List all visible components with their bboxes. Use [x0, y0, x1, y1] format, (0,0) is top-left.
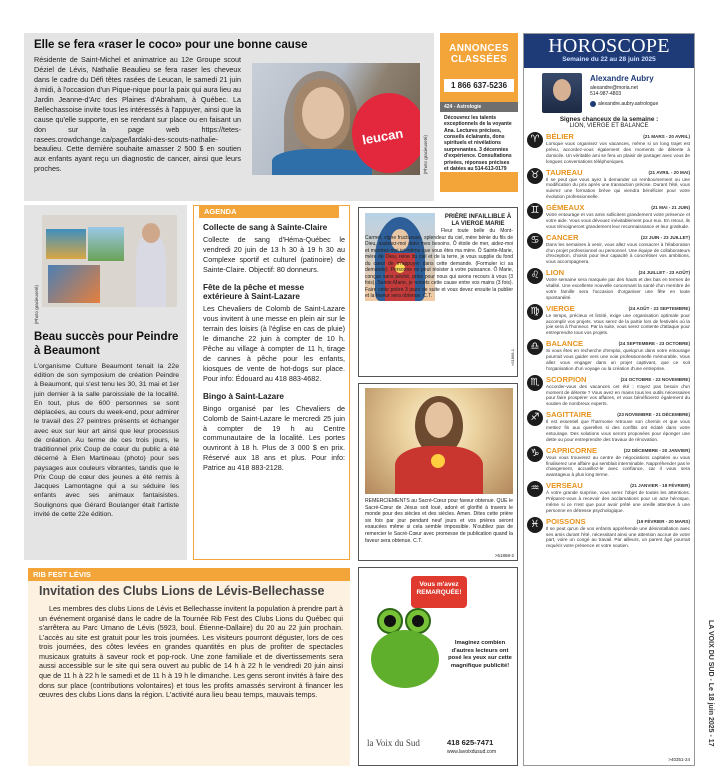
- frog-pupil-right: [412, 615, 424, 627]
- zodiac-icon: ♌: [527, 268, 543, 284]
- facebook-icon: [590, 101, 596, 107]
- sign-entry: [527, 339, 690, 372]
- agenda-item-body: Collecte de sang d'Héma-Québec le vendredi 20 juin de 13 h 30 à 19 h 30 au Complexe sportif et culturel (patinoire) de Sainte-Claire. Objectif: 80 donneurs.: [203, 234, 345, 274]
- horoscope: [523, 33, 695, 766]
- horoscope-header: [524, 34, 694, 68]
- zodiac-icon: ♏: [527, 375, 543, 391]
- agenda-item: [203, 223, 345, 275]
- sign-body: [546, 203, 690, 230]
- sign-entry: [527, 268, 690, 301]
- sign-entry: [527, 203, 690, 230]
- prayer-ref: >51868-1: [510, 348, 515, 366]
- sign-body: [546, 517, 690, 550]
- agenda-tag: AGENDA: [199, 205, 339, 218]
- lucky-title: Signes chanceux de la semaine :: [559, 116, 659, 123]
- zodiac-icon: ♋: [527, 233, 543, 249]
- sign-entry: [527, 410, 690, 443]
- sign-body: [546, 339, 690, 372]
- sign-name: SCORPION: [546, 374, 587, 384]
- ribfest-tag: RIB FEST LÉVIS: [28, 568, 350, 581]
- page-footer: LA VOIX DU SUD - Le 18 juin 2025 - 17: [707, 620, 714, 747]
- sign-text: À votre grande surprise, vous serez l'objet de toutes les attentions. Préparez-vous à recevoir des acclamations pour un acte héroïque, même si ce n'est que pour avoir prêté une oreille attentive à une personne en détresse psychologique.: [546, 490, 690, 513]
- sign-body: [546, 304, 690, 337]
- sign-body: [546, 375, 690, 408]
- photo-credit: (Photo gracieuseté): [34, 285, 39, 325]
- article-body: Les membres des clubs Lions de Lévis et Bellechasse invitent la population à prendre part à un événement organisé dans le cadre de la Tournée Rib Fest des Clubs Lions du Québec qui s'arrêtera au Parc Umano de Lévis (5923, boul. Étienne-Dallaire) du 20 au 22 juin prochain. L'accès au site est gratuit pour les trois journées. Les visiteurs pourront déguster, lors de ces trois journées, des côtes levées en grandes quantités en plus de profiter de spectacles musicaux gratuits à saveur rock et pop-rock. Une zone familiale et de divertissements sera aussi accessible sur le site qui sera ouvert au public de 14 h à 22 h le vendredi 20 juin ainsi que de 11 h à 22 h le samedi et de 11 h à 19 h le dimanche. Les gens seront invités à faire des dons sur place (contributions volontaires) et tous les profits amassés serviront à financer les œuvres des clubs Lions dans la région. L'activité aura lieu beau temps, mauvais temps.: [39, 604, 343, 700]
- avatar-face: [553, 79, 571, 101]
- sign-date: (24 SEPTEMBRE - 23 OCTOBRE): [618, 341, 690, 347]
- prayer-ref: >51868-2: [494, 553, 514, 558]
- sign-text: Il se peut que vous ayez à demander un remboursement ou une modification du prix après une transaction précise. Durant l'été, vous suivrez une formation brève qui viendra bénéficier pour votre évolution professionnelle.: [546, 176, 690, 200]
- article-title: Invitation des Clubs Lions de Lévis-Bellechasse: [39, 584, 325, 598]
- photo-credit: (Photo gracieuseté): [423, 135, 428, 175]
- face-shape: [302, 87, 344, 139]
- sign-body: [546, 233, 690, 266]
- sign-date: (24 OCTOBRE - 22 NOVEMBRE): [620, 376, 690, 382]
- prayer-vierge: [358, 207, 518, 377]
- sign-body: [546, 410, 690, 443]
- sign-name: VIERGE: [546, 303, 575, 313]
- prayer-text: REMERCIEMENTS au Sacré-Cœur pour faveur obtenue. QUE le Sacré-Cœur de Jésus soit loué, adoré et glorifié à travers le monde pour des siècles et des siècles. Amen. Dites cette prière six fois par jour pendant neuf jours et vos prières seront exaucées même si cela semble impossible. N'oubliez pas de remercier le Sacré-Cœur avec promesse de publication quand la faveur sera obtenue. C.T.: [365, 498, 513, 544]
- classified-text: Découvrez les talents exceptionnels de la voyante Ana. Lectures précises, conseils éclairants, dons spirituels et révélations surprenantes. 3 décennies d'expérience. Consultations privées, réponses précises et datées au 514-613-0179: [440, 112, 518, 172]
- agenda-item-title: Bingo à Saint-Lazare: [203, 391, 284, 401]
- ad-bubble-text: Vous m'avez REMARQUÉE!: [416, 581, 462, 596]
- article-title: Elle se fera «raser le coco» pour une bonne cause: [34, 39, 308, 51]
- sign-date: (23 NOVEMBRE - 21 DÉCEMBRE): [617, 412, 690, 418]
- horoscope-week: Semaine du 22 au 28 juin 2025: [562, 56, 656, 63]
- sign-name: POISSONS: [546, 516, 586, 526]
- classified-title: ANNONCES CLASSÉES: [449, 43, 509, 65]
- sign-date: (21 MAI - 21 JUIN): [651, 205, 690, 210]
- zodiac-icon: ♊: [527, 203, 543, 219]
- painting-2: [88, 227, 124, 261]
- ad-url[interactable]: www.lavoixdusud.com: [447, 749, 497, 755]
- prayer-title: PRIÈRE INFAILLIBLE À LA VIERGE MARIE: [444, 214, 512, 228]
- sign-name: LION: [546, 268, 565, 278]
- sign-text: Accorder-vous des vacances cet été ; n'ayez pas besoin d'un moment de détente ? Vous avez en mains tous les outils nécessaires pour faire prospérer vos affaires, et vous bénéficierez également du soutien de nombreux experts.: [546, 383, 690, 407]
- sign-entry: [527, 304, 690, 337]
- sign-entry: [527, 517, 690, 550]
- artist-head: [142, 223, 160, 243]
- classified-box: [440, 33, 518, 192]
- sign-entry: [527, 168, 690, 201]
- zodiac-icon: ♑: [527, 446, 543, 462]
- prayer-text: Fleur toute belle du Mont-Carmel, vigne fructueuse, splendeur du ciel, mère bénie du fils de Dieu, assistez-moi dans mes besoins. Ô étoile de mer, aidez-moi et montrez-moi ici-même que vous êtes ma mère. Ô Sainte-Marie, mère de Dieu, reine du ciel et de la terre, je vous supplie du fond du cœur de m'appuyer dans cette demande. (Formuler ici sa demande). Personne ne peut résister à votre puissance. Ô Marie, conçue sans péché, priez pour nous qui avons recours à vous (3 fois). Sainte-Marie, je remets cette cause entre vos mains (3 fois). Faire cette prière 3 jours de suite et vous devez ensuite la publier et la faveur sera obtenue. C.T.: [365, 228, 513, 299]
- sign-text: Votre entourage et vos amis sollicitent grandement votre présence et votre aide. Vous vous dévouez inévitablement pour eux. En retour, ils vous témoigneront grandement leur reconnaissance et leur gratitude.: [546, 212, 690, 229]
- sign-name: GÉMEAUX: [546, 203, 585, 212]
- painting-photo: [42, 215, 177, 307]
- classified-section: 424 - Astrologie: [440, 102, 518, 112]
- agenda-item: [203, 283, 345, 384]
- author-email[interactable]: alexandre@moria.net: [590, 85, 638, 91]
- zodiac-icon: ♒: [527, 481, 543, 497]
- frog: [367, 608, 447, 692]
- sign-text: Il se peut qu'un de vos enfants appréhende une désinstallation avec ses amis durant l'été, nécessitant ainsi une attention accrue de votre part, voire un congé au travail. Par ailleurs, un parent âgé pourrait requérir votre présence et votre soutien.: [546, 525, 690, 549]
- sign-name: SAGITTAIRE: [546, 410, 592, 420]
- agenda-item-title: Fête de la pêche et messe extérieure à Saint-Lazare: [203, 282, 305, 302]
- zodiac-icon: ♈: [527, 132, 543, 148]
- agenda-list: [203, 223, 345, 481]
- frog-body: [371, 630, 439, 688]
- author-phone: 514-987-4803: [590, 91, 622, 97]
- agenda-item-title: Collecte de sang à Sainte-Claire: [203, 223, 328, 232]
- jesus-face: [425, 402, 453, 438]
- article-beaumont: [24, 205, 187, 560]
- author-social[interactable]: alexandre.aubry.astrologue: [598, 101, 659, 107]
- sign-date: (24 JUILLET - 23 AOÛT): [638, 270, 690, 276]
- sign-body: [546, 446, 690, 479]
- author-name: Alexandre Aubry: [590, 74, 654, 83]
- sign-text: Vous vous trouverez au centre de négociations capitales ou vous finaliserez une affaire qui semblait interminable. Nappréhender pas le changement, accueillez-le avec confiance, car il vous sera avantageux à plus long terme.: [546, 454, 690, 478]
- sign-date: (19 FÉVRIER - 20 MARS): [636, 518, 690, 524]
- classified-phone: 1 866 637-5236: [444, 79, 514, 92]
- sign-date: (24 AOÛT - 23 SEPTEMBRE): [628, 305, 690, 311]
- article-title: Beau succès pour Peindre à Beaumont: [34, 331, 179, 358]
- sign-list: [524, 132, 694, 549]
- sign-body: [546, 168, 690, 201]
- horoscope-ref: >40351-24: [668, 757, 690, 762]
- sacred-heart-icon: [431, 454, 445, 468]
- ad-brand: la Voix du Sud: [367, 738, 420, 748]
- sign-text: Le temps, précieux et limité, exige une organisation optimale pour accomplir vos projets. Vous serez de la partie lors de festivités où la joie sera à l'honneur. Par la suite, vous serez contente d'attaque pour entreprendre tous vos projets.: [546, 312, 690, 336]
- sign-date: (22 JUIN - 23 JUILLET): [640, 234, 690, 240]
- lucky-signs: LION, VIERGE ET BALANCE: [569, 123, 649, 129]
- horoscope-title: HOROSCOPE: [548, 35, 670, 57]
- sign-date: (22 DÉCEMBRE - 20 JANVIER): [623, 447, 690, 453]
- author-block: [524, 68, 694, 114]
- sign-name: BÉLIER: [546, 132, 574, 141]
- article-body: L'organisme Culture Beaumont tenait la 22e édition de son symposium de création Peindre à Beaumont, qui s'est tenu les 30, 31 mai et 1er juin dernier à la salle paroissiale de la localité. En tout, plus de 600 personnes se sont déplacées, au cours du week-end, pour admirer le travail des 27 peintres présents et échanger avec eux sur leur art ainsi que leur processus de création. Au terme de ces trois jours, le traditionnel prix Coup de cœur du public a été décerné à Elen Martineau (photo) pour ses paysages aux couleurs vibrantes, tandis que le Prix Coup de cœur des jeunes a été remis à Jacques Lamontagne qui a su séduire les enfants avec ses animaux fantaisistes. Soulignons que Gérard Boulanger était l'artiste invité de cette 22e édition.: [34, 363, 179, 518]
- sign-name: BALANCE: [546, 339, 584, 349]
- sign-body: [546, 132, 690, 165]
- agenda: [193, 205, 350, 560]
- sign-text: Lorsque vous organisez vos vacances, même si un long trajet est prévu, accordez-vous également des moments de détente à domicile. Un véritable ami se fera un plaisir de partager avec vous de longues conversations téléphoniques.: [546, 141, 690, 164]
- ad-bubble: [411, 576, 467, 608]
- painting-3: [48, 265, 100, 303]
- sign-name: VERSEAU: [546, 481, 583, 491]
- sign-date: (21 MARS - 20 AVRIL): [643, 134, 690, 139]
- prayer-sacre-coeur: [358, 383, 518, 561]
- article-body: Résidente de Saint-Michel et animatrice au 12e Groupe scout Déziel de Lévis, Nathalie Beaulieu se fera raser les cheveux dans le cadre du Défi têtes rasées de Leucan, le samedi 21 juin à midi, à l'occasion d'un Pique-nique pour la paix qui aura lieu au Jardin Jeanne-d'Arc des Plaines d'Abraham, à Québec. La Bellechassoise invite tous les intéressés à l'appuyer, ainsi que la cause qu'elle supporte, en se rendant sur place ou en faisant un don sur la page web https://tetes-rasees.crowdchange.ca/page/lardaki-des-scouts-nathalie-beaulieu. Cette dernière souhaite amasser 2 500 $ en soutien aux enfants ayant reçu un diagnostic de cancer, ainsi que leurs proches.: [34, 55, 241, 174]
- agenda-item-body: Les Chevaliers de Colomb de Saint-Lazare vous invitent à une messe en plein air sur le terrain des loisirs (à l'église en cas de pluie) le dimanche 22 juin à compter de 10 h. Pêche au village à compter de 11 h, tirage de cannes à pêche pour les enfants, kiosques de vente de hot-dogs sur place. Pour info: Édouard au 418 883-4682.: [203, 304, 345, 383]
- zodiac-icon: ♎: [527, 339, 543, 355]
- jesus-image: [365, 388, 513, 494]
- article-leucan: [24, 33, 434, 201]
- sign-entry: [527, 446, 690, 479]
- agenda-item-body: Bingo organisé par les Chevaliers de Colomb de Saint-Lazare le mercredi 25 juin à compter de 19 h au Centre communautaire de la localité. Les portes ouvriront à 18 h. Plus de 3 000 $ en prix. Réservé aux 18 ans et plus. Pour info: Patrice au 418 883-2128.: [203, 403, 345, 473]
- sign-text: Il est essentiel que l'harmonie retrouve son chemin et que vous mettiez fin aux querelles si des conflits ont éclaté dans votre entourage. Des solutions vous seront proposées pour éponger une dette ou pour entreprendre des travaux de rénovation.: [546, 419, 690, 442]
- frog-pupil-left: [384, 615, 396, 627]
- zodiac-icon: ♍: [527, 304, 543, 320]
- sign-body: [546, 268, 690, 301]
- zodiac-icon: ♓: [527, 517, 543, 533]
- sign-date: (21 JANVIER - 18 FÉVRIER): [630, 483, 690, 489]
- sign-entry: [527, 233, 690, 266]
- sign-name: TAUREAU: [546, 167, 583, 177]
- painting-1: [46, 229, 86, 259]
- balloon-text: leucan: [361, 125, 405, 148]
- sign-entry: [527, 481, 690, 514]
- zodiac-icon: ♉: [527, 168, 543, 184]
- sign-name: CAPRICORNE: [546, 445, 598, 455]
- sign-entry: [527, 375, 690, 408]
- frog-advert: [358, 567, 518, 766]
- sign-entry: [527, 132, 690, 165]
- ad-text: Imaginez combien d'autres lecteurs ont posé les yeux sur cette magnifique publicité!: [448, 640, 512, 669]
- agenda-item: [203, 392, 345, 473]
- sign-date: (21 AVRIL - 20 MAI): [648, 169, 690, 175]
- author-avatar: [542, 73, 582, 113]
- artist-figure: [136, 233, 166, 307]
- sign-body: [546, 481, 690, 514]
- sign-text: Votre semaine sera marquée par des hauts et des bas en termes de vitalité. Une excellente nouvelle concernant la santé d'un membre de votre famille sera l'occasion d'organiser une fête en toute spontanéité.: [546, 277, 690, 300]
- leucan-photo: [252, 63, 420, 175]
- ad-phone: 418 625-7471: [447, 738, 494, 747]
- zodiac-icon: ♐: [527, 410, 543, 426]
- article-ribfest: [28, 568, 350, 766]
- sign-text: Si vous êtes en recherche d'emploi, quelqu'un dans votre entourage pourrait vous guider vers une voie professionnelle mémorable. Vous allez vous engager dans un projet captivant, que ce soit l'organisation d'un voyage ou la création d'une entreprise.: [546, 348, 690, 371]
- sign-text: Dans les semaines à venir, vous allez vous consacrer à l'élaboration d'un projet professionnel ou personnel. Une équipe de collaborateurs d'exception, choisis pour leur capacité à concrétiser vos ambitions, vous accompagnera.: [546, 241, 690, 265]
- sign-name: CANCER: [546, 232, 579, 242]
